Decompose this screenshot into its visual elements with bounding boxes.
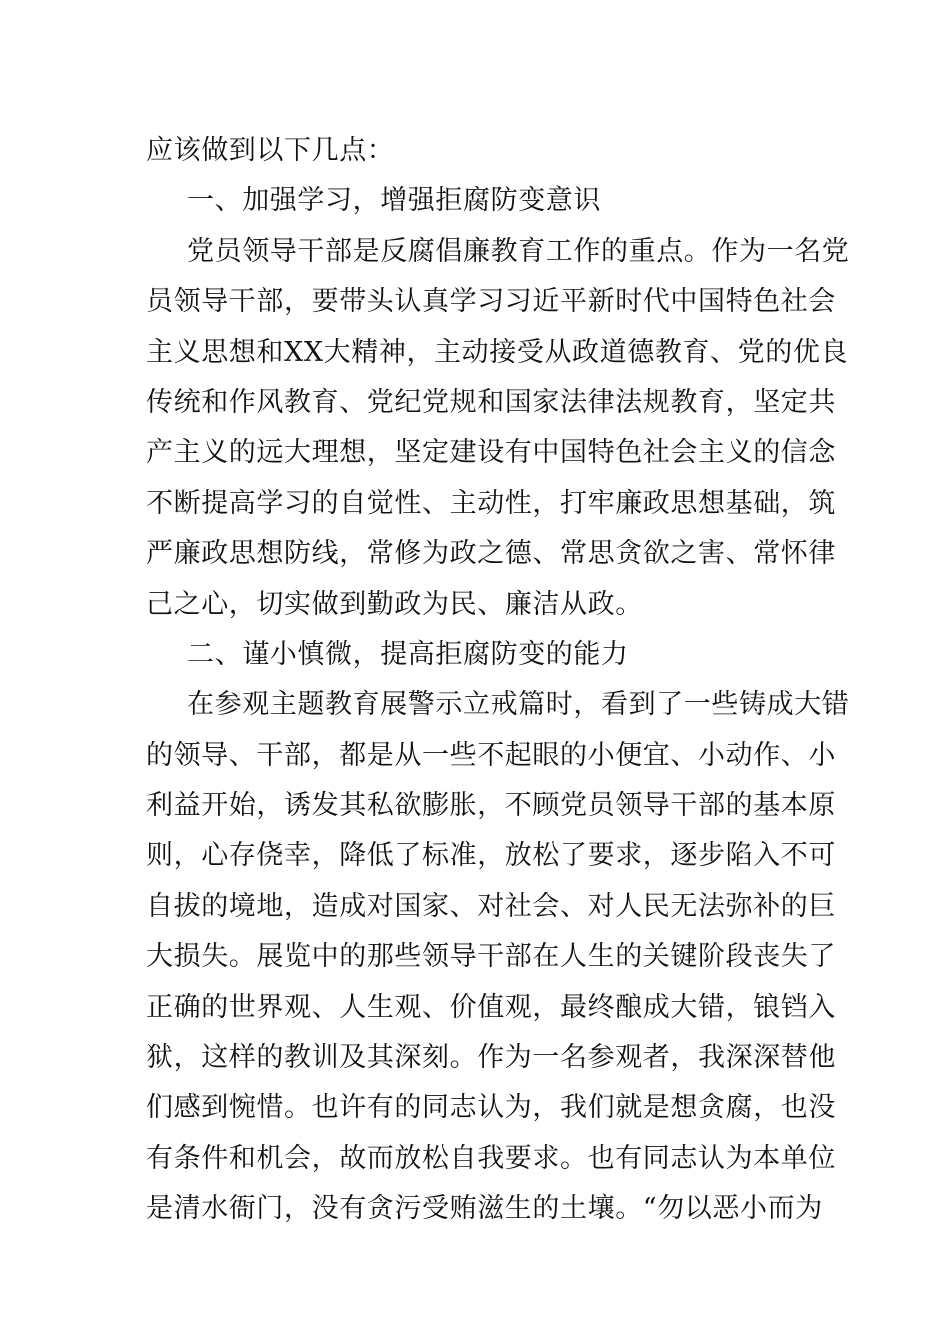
text-line: 的领导、干部，都是从一些不起眼的小便宜、小动作、小 <box>146 739 836 771</box>
text-line: 们感到惋惜。也许有的同志认为，我们就是想贪腐，也没 <box>146 1092 836 1124</box>
section-heading: 二、谨小慎微，提高拒腐防变的能力 <box>187 638 629 670</box>
paragraph-start: 在参观主题教育展警示立戒篇时，看到了一些铸成大错 <box>187 689 850 721</box>
text-line: 自拔的境地，造成对国家、对社会、对人民无法弥补的巨 <box>146 890 836 922</box>
text-line: 己之心，切实做到勤政为民、廉洁从政。 <box>146 588 643 620</box>
text-line: 产主义的远大理想，坚定建设有中国特色社会主义的信念 <box>146 437 836 469</box>
text-line: 利益开始，诱发其私欲膨胀，不顾党员领导干部的基本原 <box>146 790 836 822</box>
text-line: 严廉政思想防线，常修为政之德、常思贪欲之害、常怀律 <box>146 538 836 570</box>
text-line: 正确的世界观、人生观、价值观，最终酿成大错，锒铛入 <box>146 991 836 1023</box>
text-line: 大损失。展览中的那些领导干部在人生的关键阶段丧失了 <box>146 941 836 973</box>
text-line: 主义思想和XX大精神，主动接受从政道德教育、党的优良 <box>146 336 849 368</box>
text-line: 不断提高学习的自觉性、主动性，打牢廉政思想基础，筑 <box>146 487 836 519</box>
text-line: 是清水衙门，没有贪污受贿滋生的土壤。“勿以恶小而为 <box>146 1193 823 1225</box>
document-body <box>146 126 850 1235</box>
text-line: 员领导干部，要带头认真学习习近平新时代中国特色社会 <box>146 286 836 318</box>
text-line: 传统和作风教育、党纪党规和国家法律法规教育，坚定共 <box>146 386 836 418</box>
text-line: 则，心存侥幸，降低了标准，放松了要求，逐步陷入不可 <box>146 840 836 872</box>
text-line: 有条件和机会，故而放松自我要求。也有同志认为本单位 <box>146 1142 836 1174</box>
section-heading: 一、加强学习，增强拒腐防变意识 <box>187 185 601 217</box>
text-line: 应该做到以下几点： <box>146 135 395 166</box>
text-line: 狱，这样的教训及其深刻。作为一名参观者，我深深替他 <box>146 1042 836 1074</box>
paragraph-start: 党员领导干部是反腐倡廉教育工作的重点。作为一名党 <box>187 235 850 267</box>
